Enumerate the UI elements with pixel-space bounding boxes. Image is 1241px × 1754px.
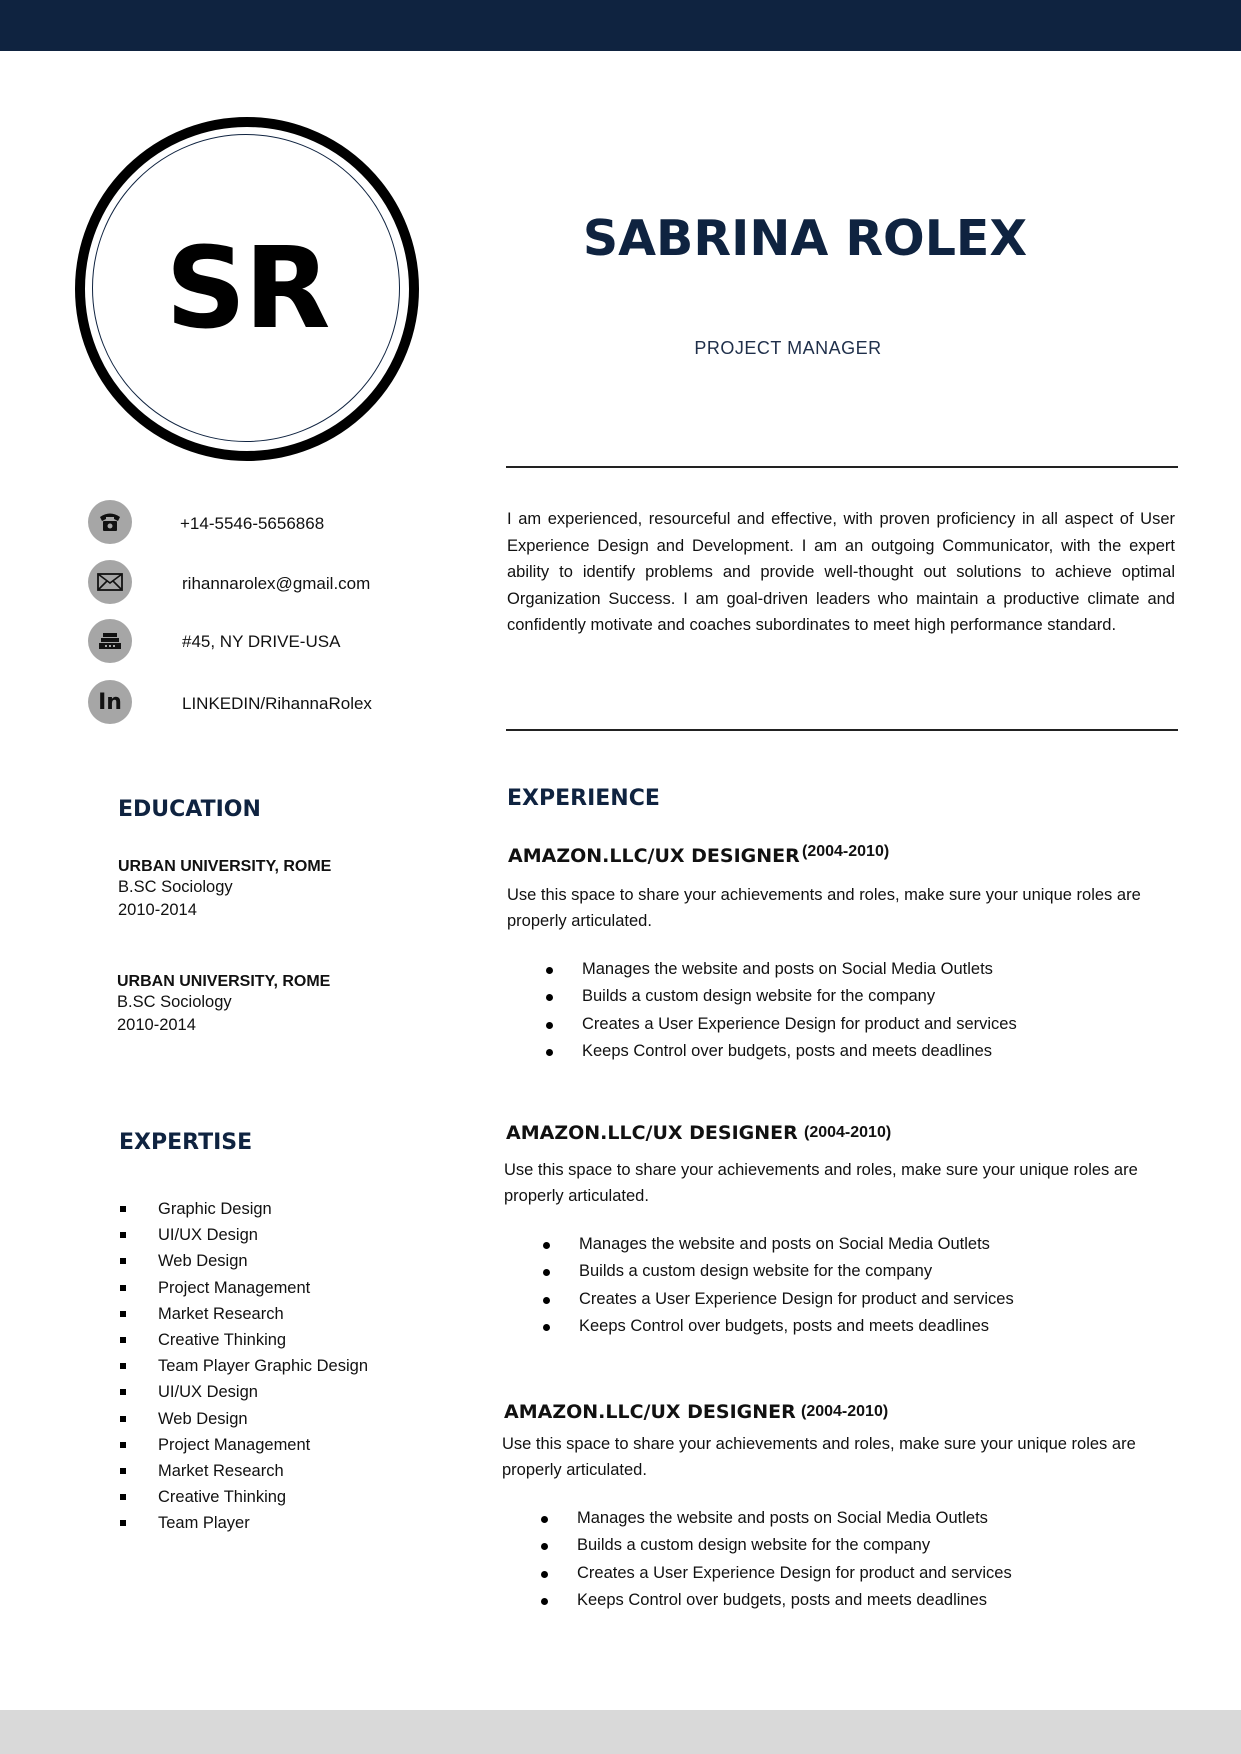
contact-phone: +14-5546-5656868 (180, 514, 325, 533)
expertise-item: UI/UX Design (118, 1222, 368, 1248)
divider-bottom (506, 729, 1178, 731)
expertise-item: Creative Thinking (118, 1484, 368, 1510)
expertise-item: Web Design (118, 1248, 368, 1274)
expertise-item: UI/UX Design (118, 1379, 368, 1405)
bottom-banner (0, 1710, 1241, 1754)
job-years: (2004-2010) (804, 1124, 892, 1141)
education-entry (118, 858, 331, 922)
education-degree: B.SC Sociology (117, 993, 232, 1011)
job-bullet: Creates a User Experience Design for product and services (507, 1011, 1017, 1038)
expertise-list (118, 1196, 368, 1537)
job-description: Use this space to share your achievements and roles, make sure your unique roles are properly articulated. (502, 1435, 1136, 1479)
contact-linkedin[interactable]: LINKEDIN/RihannaRolex (182, 694, 372, 713)
expertise-item: Graphic Design (118, 1196, 368, 1222)
expertise-item: Project Management (118, 1275, 368, 1301)
expertise-item: Market Research (118, 1458, 368, 1484)
education-years: 2010-2014 (118, 901, 197, 919)
education-school: URBAN UNIVERSITY, ROME (118, 858, 332, 875)
top-banner (0, 0, 1241, 51)
expertise-item: Project Management (118, 1432, 368, 1458)
expertise-item: Team Player (118, 1510, 368, 1536)
job-bullets (507, 956, 1017, 1065)
job-bullet: Manages the website and posts on Social Media Outlets (502, 1505, 1012, 1532)
expertise-item: Creative Thinking (118, 1327, 368, 1353)
job-title: AMAZON.LLC/UX DESIGNER (504, 1401, 796, 1423)
job-bullet: Manages the website and posts on Social Media Outlets (504, 1231, 1014, 1258)
contact-address: #45, NY DRIVE-USA (182, 632, 341, 651)
candidate-name: SABRINA ROLEX (582, 210, 1028, 267)
address-icon (88, 619, 132, 663)
job-bullet: Builds a custom design website for the company (504, 1258, 1014, 1285)
education-years: 2010-2014 (117, 1016, 196, 1034)
job-bullet: Creates a User Experience Design for product and services (504, 1286, 1014, 1313)
email-icon (88, 560, 132, 604)
expertise-item: Web Design (118, 1406, 368, 1432)
job-description: Use this space to share your achievements and roles, make sure your unique roles are properly articulated. (507, 886, 1141, 930)
job-years: (2004-2010) (801, 1403, 889, 1420)
experience-heading: EXPERIENCE (507, 786, 660, 811)
phone-icon (88, 500, 132, 544)
profile-summary: I am experienced, resourceful and effective, with proven proficiency in all aspect of User Experience Design and Development. I am an outgoing Communicator, with the expert ability to identify problems and provide well-thought out solutions to achieve optimal Organization Success. I am goal-driven leaders who maintain a productive climate and confidently motivate and coaches subordinates to meet high performance standard. (507, 510, 1175, 634)
job-bullet: Manages the website and posts on Social Media Outlets (507, 956, 1017, 983)
education-heading: EDUCATION (118, 797, 261, 822)
job-description: Use this space to share your achievements and roles, make sure your unique roles are properly articulated. (504, 1161, 1138, 1205)
job-bullet: Keeps Control over budgets, posts and meets deadlines (504, 1313, 1014, 1340)
job-bullet: Keeps Control over budgets, posts and meets deadlines (507, 1038, 1017, 1065)
contact-email[interactable]: rihannarolex@gmail.com (182, 574, 371, 593)
divider-top (506, 466, 1178, 468)
job-bullet: Creates a User Experience Design for product and services (502, 1560, 1012, 1587)
monogram: SR (165, 224, 329, 354)
job-title: AMAZON.LLC/UX DESIGNER (508, 845, 800, 867)
education-school: URBAN UNIVERSITY, ROME (117, 973, 331, 990)
job-title: AMAZON.LLC/UX DESIGNER (506, 1122, 798, 1144)
education-degree: B.SC Sociology (118, 878, 233, 896)
education-entry (117, 973, 330, 1037)
expertise-item: Team Player Graphic Design (118, 1353, 368, 1379)
job-bullets (502, 1505, 1012, 1614)
expertise-heading: EXPERTISE (119, 1130, 253, 1155)
job-bullet: Builds a custom design website for the company (502, 1532, 1012, 1559)
job-years: (2004-2010) (802, 843, 890, 860)
job-bullet: Builds a custom design website for the company (507, 983, 1017, 1010)
job-role: PROJECT MANAGER (694, 338, 882, 358)
job-bullet: Keeps Control over budgets, posts and meets deadlines (502, 1587, 1012, 1614)
linkedin-icon: In (88, 680, 132, 724)
job-bullets (504, 1231, 1014, 1340)
expertise-item: Market Research (118, 1301, 368, 1327)
